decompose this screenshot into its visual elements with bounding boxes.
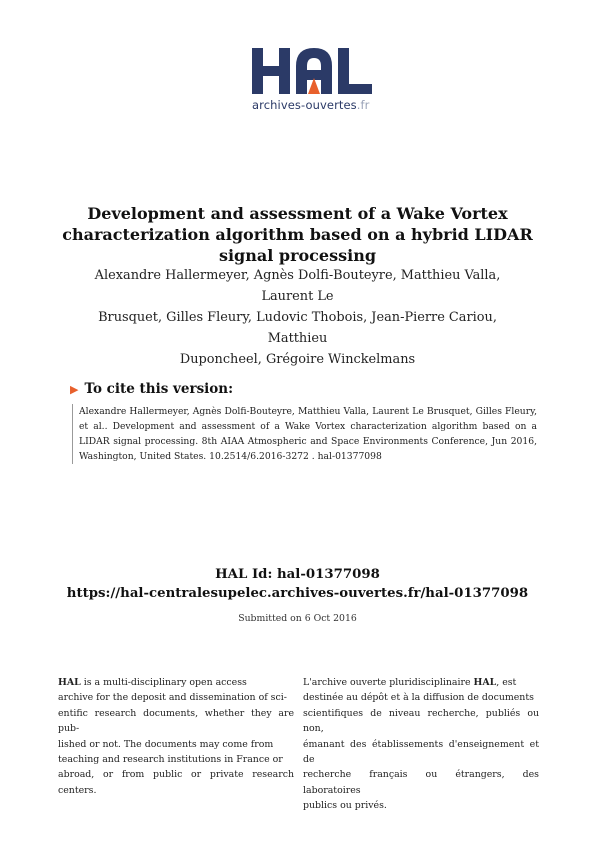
notice-fr-line: recherche français ou étrangers, des laboratoires	[303, 769, 539, 796]
notice-en-line: entific research documents, whether they are pub-	[58, 707, 294, 735]
notice-fr-line: émanant des établissements d'enseignement et de	[303, 738, 539, 766]
cite-heading	[70, 381, 233, 397]
logo-a-accent	[308, 78, 320, 94]
logo-tagline-main: archives-ouvertes	[252, 98, 357, 112]
citation-line: Washington, United States. 10.2514/6.2016-3272 . hal-01377098	[79, 451, 382, 462]
authors-line: Duponcheel, Grégoire Winckelmans	[179, 352, 416, 367]
title-line: signal processing	[218, 246, 377, 265]
hal-id: HAL Id: hal-01377098	[215, 567, 380, 582]
notice-english	[58, 675, 294, 798]
notice-en-line: is a multi-disciplinary open access	[80, 677, 247, 688]
notice-fr-line: scientifiques de niveau recherche, publiés ou non,	[303, 707, 539, 735]
submission-date: Submitted on 6 Oct 2016	[238, 613, 357, 624]
notice-fr-line: destinée au dépôt et à la diffusion de documents	[303, 692, 534, 704]
logo-l-foot	[338, 84, 372, 94]
notice-fr-lead: L'archive ouverte pluridisciplinaire	[303, 677, 474, 688]
authors-line: Brusquet, Gilles Fleury, Ludovic Thobois, Jean-Pierre Cariou, Matthieu	[98, 310, 497, 346]
triangle-right-icon: ▶	[70, 383, 79, 396]
citation-line: et al.. Development and assessment of a Wake Vortex characterization algorithm based on a	[79, 421, 537, 432]
citation-line: LIDAR signal processing. 8th AIAA Atmospheric and Space Environments Conference, Jun 2016,	[79, 436, 537, 447]
logo-h-bar	[252, 66, 290, 76]
notice-fr-line: publics ou privés.	[303, 800, 387, 812]
paper-title	[60, 203, 535, 266]
notice-en-line: teaching and research institutions in France or	[58, 754, 283, 766]
authors-line: Alexandre Hallermeyer, Agnès Dolfi-Bouteyre, Matthieu Valla, Laurent Le	[94, 268, 501, 304]
paper-authors	[72, 265, 523, 370]
notice-fr-bold: HAL	[473, 677, 497, 688]
logo-tagline-suffix: .fr	[356, 98, 370, 112]
notice-en-bold: HAL	[58, 677, 81, 688]
title-line: characterization algorithm based on a hybrid LIDAR	[62, 225, 533, 244]
citation-block	[72, 404, 537, 464]
notice-en-line: archive for the deposit and dissemination of sci-	[58, 692, 287, 704]
notice-en-line: abroad, or from public or private research centers.	[58, 769, 294, 796]
notice-en-line: lished or not. The documents may come from	[58, 738, 274, 750]
logo-tagline	[252, 98, 370, 112]
cite-heading-text: To cite this version:	[84, 381, 234, 397]
title-line: Development and assessment of a Wake Vortex	[87, 204, 508, 223]
citation-line: Alexandre Hallermeyer, Agnès Dolfi-Bouteyre, Matthieu Valla, Laurent Le Brusquet, Gilles Fleury,	[79, 406, 537, 417]
hal-url-link[interactable]: https://hal-centralesupelec.archives-ouvertes.fr/hal-01377098	[66, 586, 529, 601]
notice-fr-line: , est	[496, 677, 517, 688]
notice-french	[303, 675, 539, 814]
